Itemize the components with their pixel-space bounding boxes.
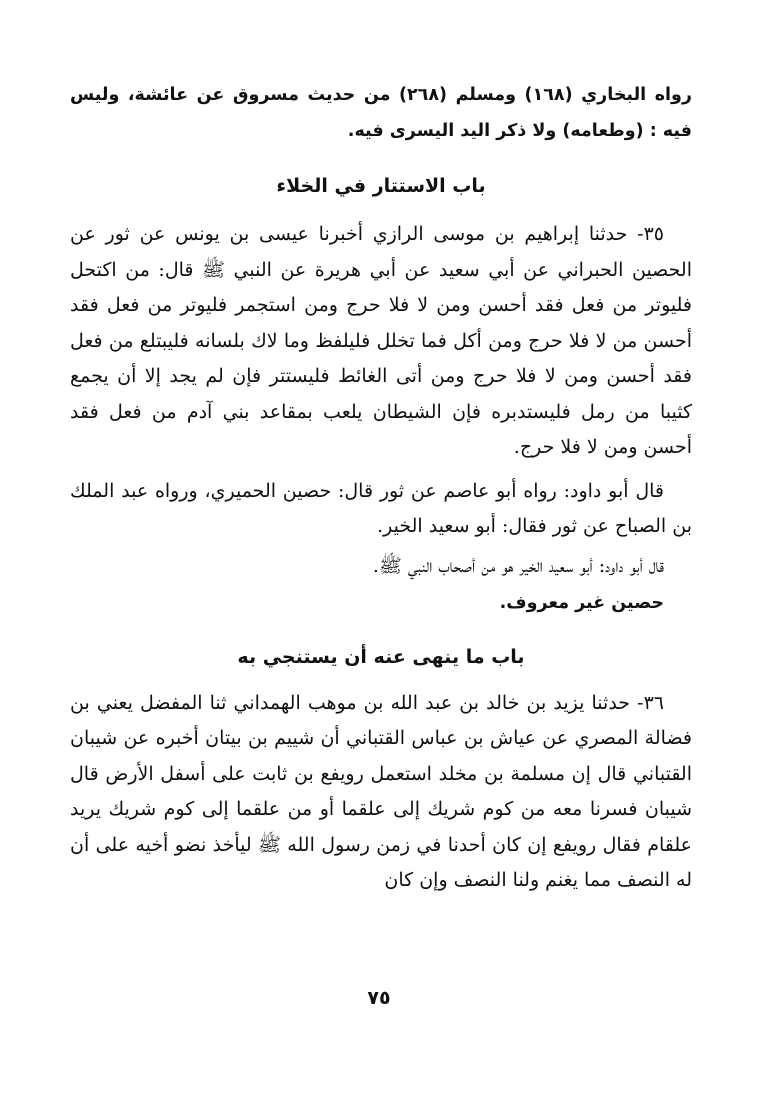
hadith-35: ٣٥- حدثنا إبراهيم بن موسى الرازي أخبرنا عيسى بن يونس عن ثور عن الحصين الحبراني عن أبي سعيد عن أبي هريرة عن النبي ﷺ قال: من اكتحل فليوتر من فعل فقد أحسن ومن لا فلا حرج ومن استجمر فليوتر من فعل فقد أحسن من لا فلا حرج ومن أكل فما تخلل فليلفظ وما لاك بلسانه فليبتلع من فعل فقد أحسن ومن لا فلا حرج ومن أتى الغائط فليستتر فإن لم يجد إلا أن يجمع كثيبا من رمل فليستدبره فإن الشيطان يلعب بمقاعد بني آدم من فعل فقد أحسن ومن لا فلا حرج.	[70, 223, 692, 458]
abu-dawud-note-1: قال أبو داود: رواه أبو عاصم عن ثور قال: حصين الحميري، ورواه عبد الملك بن الصباح عن ثور فقال: أبو سعيد الخير.	[70, 479, 692, 537]
hadith-36: ٣٦- حدثنا يزيد بن خالد بن عبد الله بن موهب الهمداني ثنا المفضل يعني بن فضالة المصري عن عياش بن عباس القتباني أن شييم بن بيتان أخبره عن شيبان القتباني قال إن مسلمة بن مخلد استعمل رويفع بن ثابت على أسفل الأرض قال شيبان فسرنا معه من كوم شريك إلى علقما أو من علقما إلى كوم شريك يريد علقام فقال رويفع إن كان أحدنا في زمن رسول الله ﷺ ليأخذ نضو أخيه على أن له النصف مما يغنم ولنا النصف وإن كان	[70, 691, 692, 891]
page-body	[70, 78, 692, 899]
page-number: ٧٥	[367, 987, 391, 1009]
abu-dawud-note-2: قال أبو داود: أبو سعيد الخير هو من أصحاب النبي ﷺ.	[372, 554, 664, 577]
section-heading-istinja: باب ما ينهى عنه أن يستنجي به	[237, 645, 525, 668]
intro-paragraph: رواه البخاري (١٦٨) ومسلم (٢٦٨) من حديث مسروق عن عائشة، وليس فيه : (وطعامه) ولا ذكر اليد اليسرى فيه.	[70, 85, 692, 141]
section-heading-istitar: باب الاستتار في الخلاء	[276, 175, 486, 197]
verdict: حصين غير معروف.	[499, 593, 664, 613]
